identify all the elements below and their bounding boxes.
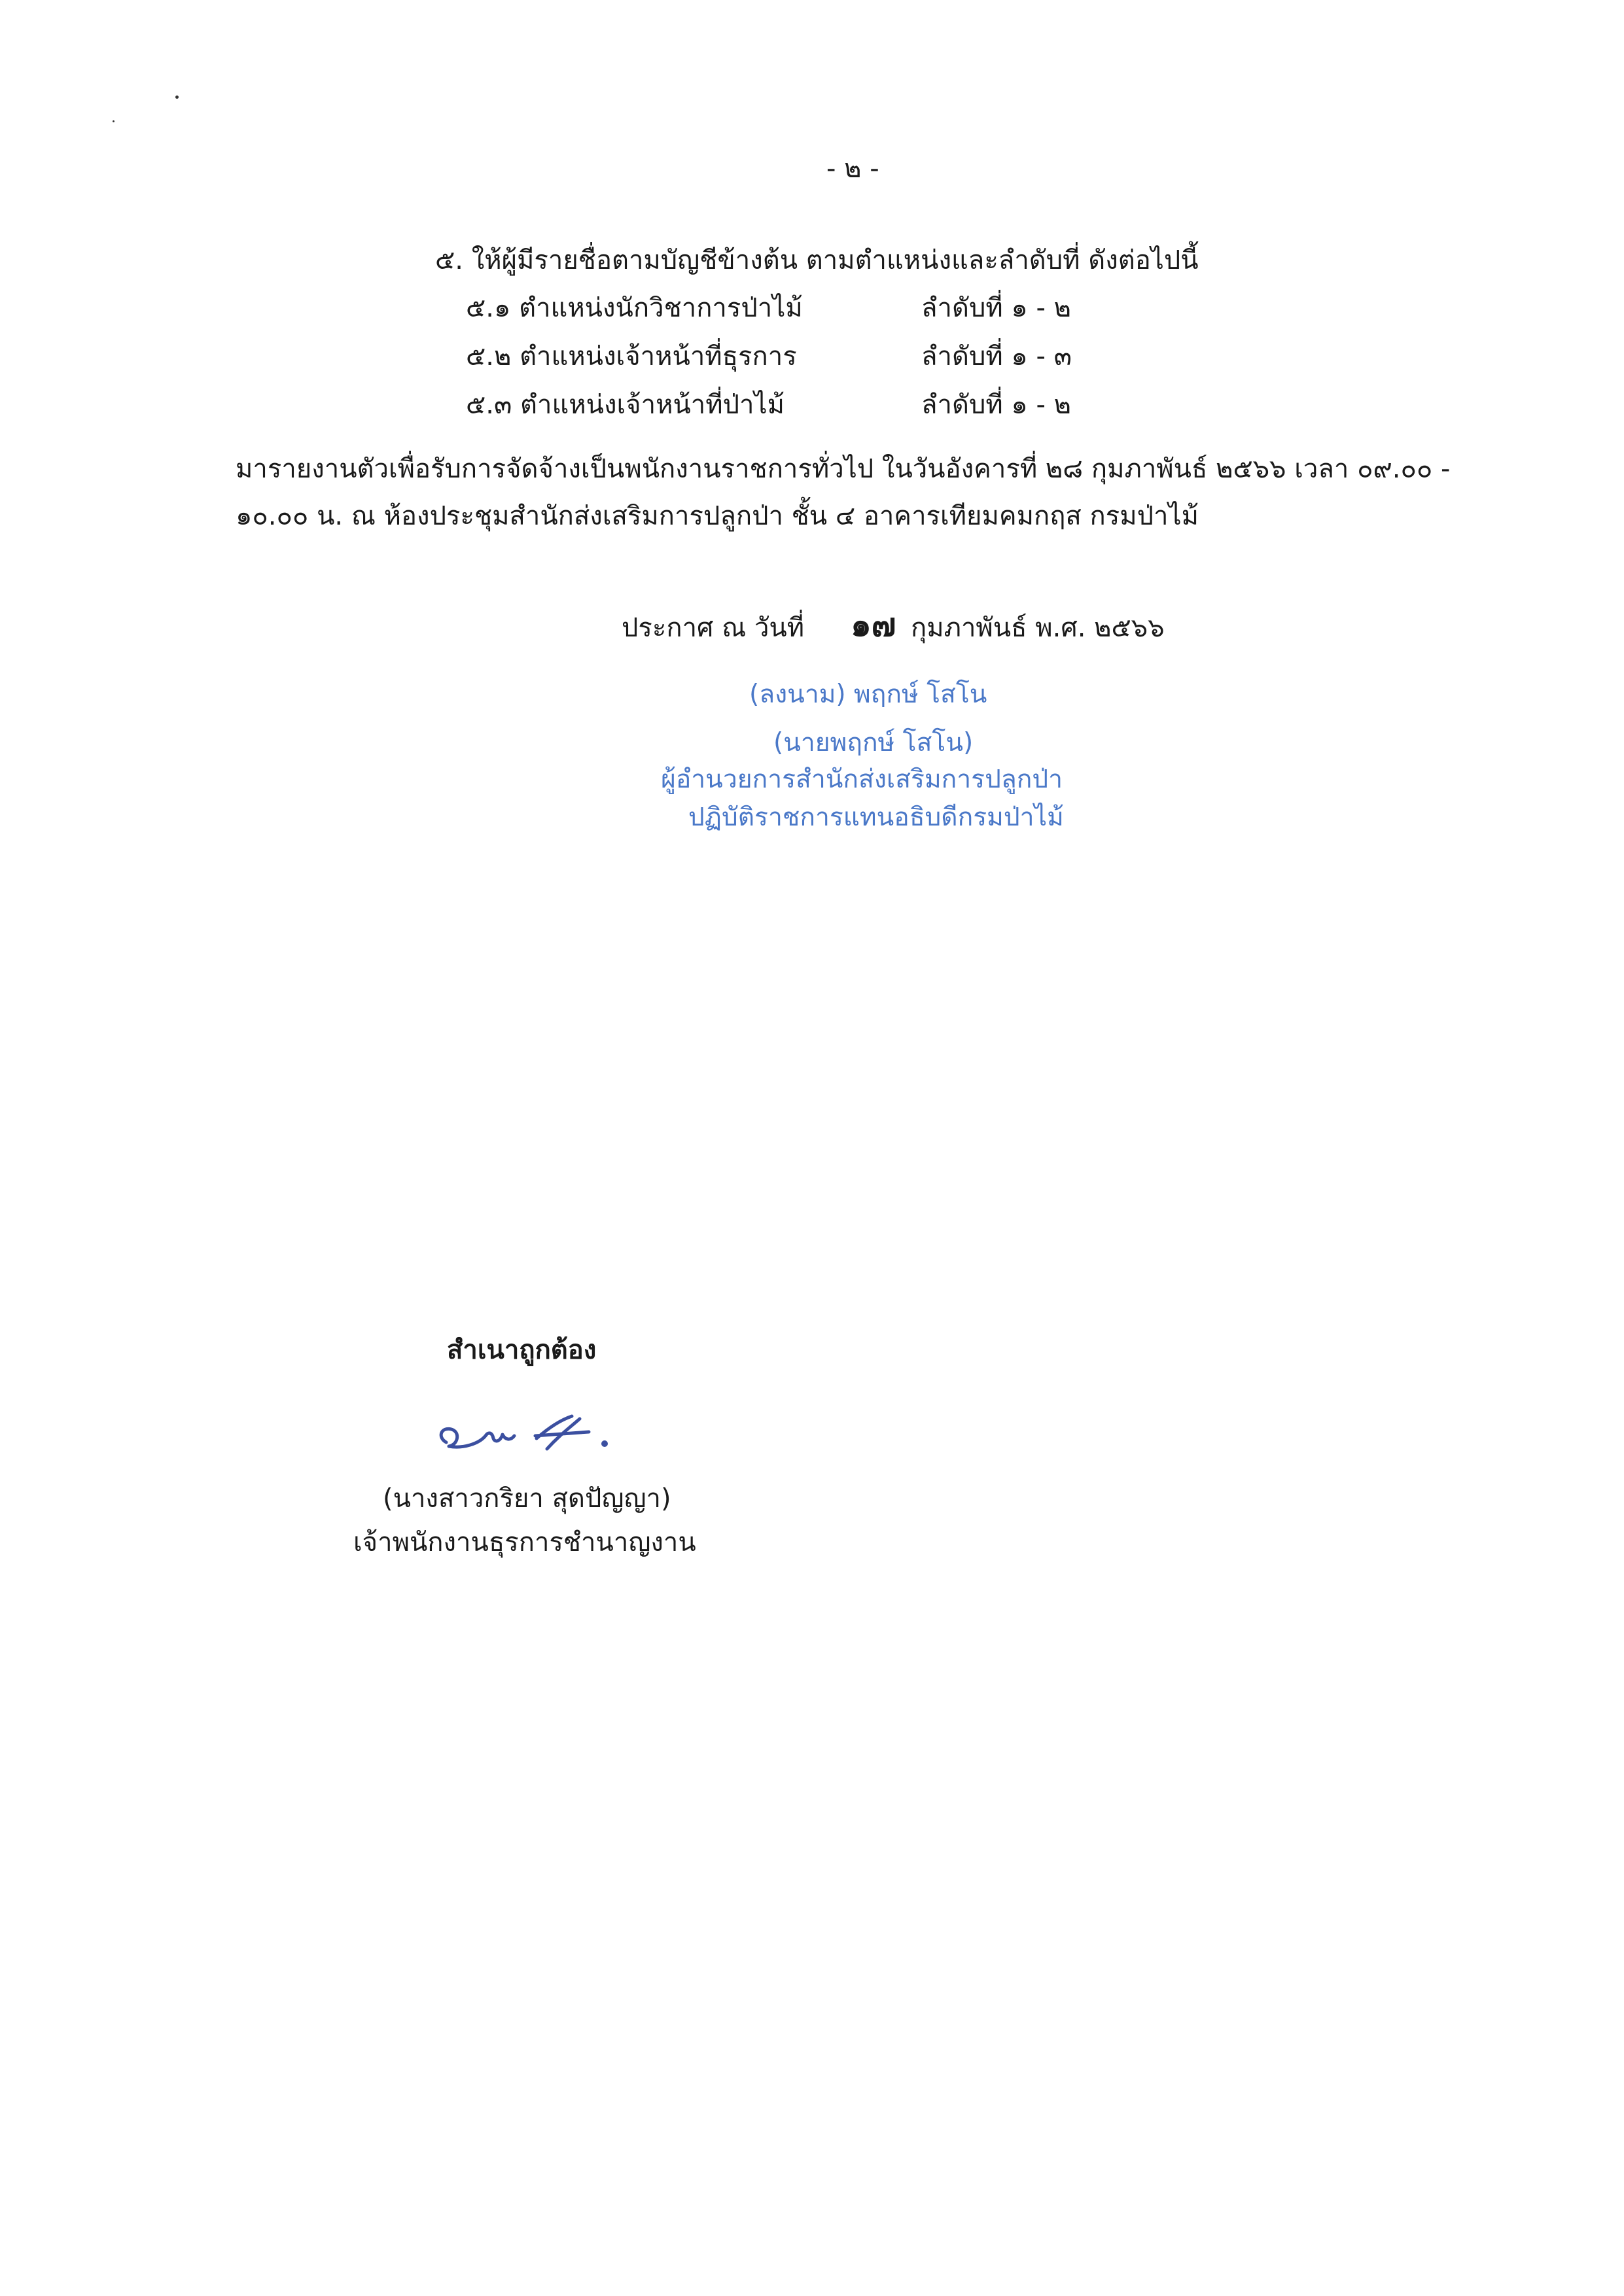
- stamp-acting: ปฏิบัติราชการแทนอธิบดีกรมป่าไม้: [688, 803, 1064, 832]
- stamp-title: ผู้อำนวยการสำนักส่งเสริมการปลูกป่า: [661, 765, 1063, 794]
- stamp-signed-line: (ลงนาม) พฤกษ์ โสโน: [749, 680, 987, 709]
- item5-row-position: ๕.๑ ตำแหน่งนักวิชาการป่าไม้: [466, 293, 803, 323]
- item5-row-order: ลำดับที่ ๑ - ๓: [921, 341, 1072, 372]
- announcement-day: ๑๗: [851, 606, 896, 644]
- item5-row-order: ลำดับที่ ๑ - ๒: [921, 293, 1072, 323]
- item5-heading: ๕. ให้ผู้มีรายชื่อตามบัญชีข้างต้น ตามตำแหน่งและลำดับที่ ดังต่อไปนี้: [435, 245, 1199, 275]
- stamp-name: (นายพฤกษ์ โสโน): [773, 728, 974, 757]
- body-paragraph-line: มารายงานตัวเพื่อรับการจัดจ้างเป็นพนักงานราชการทั่วไป ในวันอังคารที่ ๒๘ กุมภาพันธ์ ๒๕๖๖ เวลา ๐๙.๐๐ -: [236, 454, 1451, 484]
- handwritten-signature: [432, 1410, 628, 1462]
- announcement-suffix: กุมภาพันธ์ พ.ศ. ๒๕๖๖: [911, 613, 1165, 643]
- announcement-prefix: ประกาศ ณ วันที่: [622, 613, 805, 643]
- certified-copy-label: สำเนาถูกต้อง: [447, 1335, 597, 1365]
- item5-row-order: ลำดับที่ ๑ - ๒: [921, 390, 1072, 420]
- scan-speck: [175, 96, 179, 99]
- page-number: - ๒ -: [826, 154, 879, 184]
- scan-speck: [113, 120, 115, 122]
- item5-row-position: ๕.๒ ตำแหน่งเจ้าหน้าที่ธุรการ: [466, 341, 797, 372]
- certified-copy-name: (นางสาวกริยา สุดปัญญา): [383, 1484, 671, 1514]
- certified-copy-position: เจ้าพนักงานธุรการชำนาญงาน: [353, 1527, 696, 1557]
- item5-row-position: ๕.๓ ตำแหน่งเจ้าหน้าที่ป่าไม้: [466, 390, 785, 420]
- body-paragraph-line: ๑๐.๐๐ น. ณ ห้องประชุมสำนักส่งเสริมการปลูกป่า ชั้น ๔ อาคารเทียมคมกฤส กรมป่าไม้: [236, 501, 1199, 531]
